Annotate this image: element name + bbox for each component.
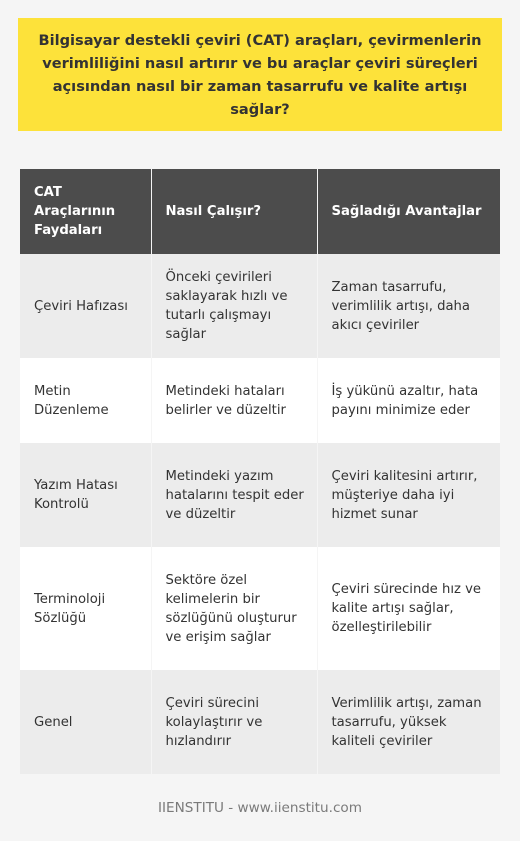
table-row bbox=[20, 547, 500, 670]
table-cell-how: Önceki çevirileri saklayarak hızlı ve tutarlı çalışmayı sağlar bbox=[151, 254, 317, 358]
benefits-table bbox=[20, 169, 500, 774]
table-cell-advantage: İş yükünü azaltır, hata payını minimize eder bbox=[317, 358, 500, 443]
table-cell-benefit: Yazım Hatası Kontrolü bbox=[20, 443, 151, 547]
page-title: Bilgisayar destekli çeviri (CAT) araçları, çevirmenlerin verimliliğini nasıl artırır ve bu araçlar çeviri süreçleri açısından nasıl bir zaman tasarrufu ve kalite artışı sağlar? bbox=[38, 31, 482, 118]
table-cell-advantage: Zaman tasarrufu, verimlilik artışı, daha akıcı çeviriler bbox=[317, 254, 500, 358]
table-cell-benefit: Terminoloji Sözlüğü bbox=[20, 547, 151, 670]
table-cell-advantage: Çeviri kalitesini artırır, müşteriye daha iyi hizmet sunar bbox=[317, 443, 500, 547]
table-cell-how: Çeviri sürecini kolaylaştırır ve hızlandırır bbox=[151, 670, 317, 774]
table-cell-benefit: Çeviri Hafızası bbox=[20, 254, 151, 358]
table-cell-how: Sektöre özel kelimelerin bir sözlüğünü oluşturur ve erişim sağlar bbox=[151, 547, 317, 670]
table-row bbox=[20, 358, 500, 443]
table-row bbox=[20, 443, 500, 547]
title-banner bbox=[18, 18, 502, 131]
table-cell-benefit: Genel bbox=[20, 670, 151, 774]
footer-credit: IIENSTITU - www.iienstitu.com bbox=[158, 800, 362, 816]
table-cell-benefit: Metin Düzenleme bbox=[20, 358, 151, 443]
column-header-how-it-works: Nasıl Çalışır? bbox=[151, 169, 317, 254]
table-row bbox=[20, 254, 500, 358]
column-header-benefits: CAT Araçlarının Faydaları bbox=[20, 169, 151, 254]
table-header-row bbox=[20, 169, 500, 254]
column-header-advantages: Sağladığı Avantajlar bbox=[317, 169, 500, 254]
table-row bbox=[20, 670, 500, 774]
table-cell-advantage: Verimlilik artışı, zaman tasarrufu, yüksek kaliteli çeviriler bbox=[317, 670, 500, 774]
table-cell-how: Metindeki yazım hatalarını tespit eder ve düzeltir bbox=[151, 443, 317, 547]
table-cell-advantage: Çeviri sürecinde hız ve kalite artışı sağlar, özelleştirilebilir bbox=[317, 547, 500, 670]
table-cell-how: Metindeki hataları belirler ve düzeltir bbox=[151, 358, 317, 443]
